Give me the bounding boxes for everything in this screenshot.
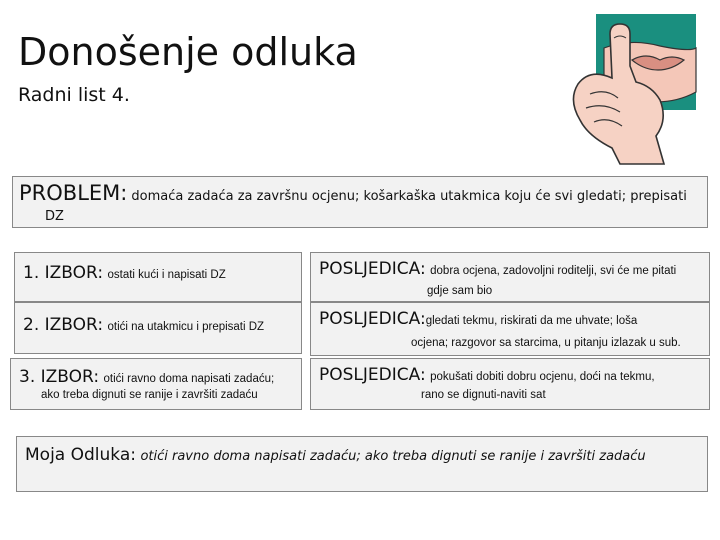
choice-box-3 <box>10 358 302 410</box>
choice-text-continued: ako treba dignuti se ranije i završiti zadaću <box>41 389 258 401</box>
decision-label: Moja Odluka: <box>25 445 136 465</box>
choice-text: otići ravno doma napisati zadaću; <box>103 373 275 385</box>
choice-box-1 <box>14 252 302 302</box>
consequence-label: POSLJEDICA: <box>319 259 426 279</box>
page-title: Donošenje odluka <box>18 30 358 74</box>
problem-label: PROBLEM: <box>19 181 128 205</box>
choice-label: 2. IZBOR: <box>23 315 104 335</box>
choice-text: ostati kući i napisati DZ <box>107 269 226 281</box>
choice-label: 3. IZBOR: <box>19 367 100 387</box>
finger-on-lips-shh-icon <box>560 8 700 168</box>
consequence-text-continued: gdje sam bio <box>427 285 493 297</box>
consequence-box-1 <box>310 252 710 302</box>
problem-text: domaća zadaća za završnu ocjenu; košarkaška utakmica koju će svi gledati; prepisati <box>131 189 687 204</box>
consequence-label: POSLJEDICA: <box>319 365 426 385</box>
consequence-text: gledati tekmu, riskirati da me uhvate; loša <box>425 315 638 327</box>
consequence-box-2 <box>310 302 710 356</box>
consequence-text: pokušati dobiti dobru ocjenu, doći na tekmu, <box>430 371 655 383</box>
consequence-text-continued: ocjena; razgovor sa starcima, u pitanju izlazak u sub. <box>411 337 681 349</box>
page-subtitle: Radni list 4. <box>18 84 130 106</box>
consequence-box-3 <box>310 358 710 410</box>
decision-text: otići ravno doma napisati zadaću; ako treba dignuti se ranije i završiti zadaću <box>140 449 646 464</box>
choice-text: otići na utakmicu i prepisati DZ <box>107 321 265 333</box>
decision-box <box>16 436 708 492</box>
problem-text-continued: DZ <box>45 209 64 224</box>
consequence-text: dobra ocjena, zadovoljni roditelji, svi će me pitati <box>430 265 677 277</box>
consequence-label: POSLJEDICA: <box>319 309 426 329</box>
choice-box-2 <box>14 302 302 354</box>
consequence-text-continued: rano se dignuti-naviti sat <box>421 389 546 401</box>
choice-label: 1. IZBOR: <box>23 263 104 283</box>
problem-box <box>12 176 708 228</box>
